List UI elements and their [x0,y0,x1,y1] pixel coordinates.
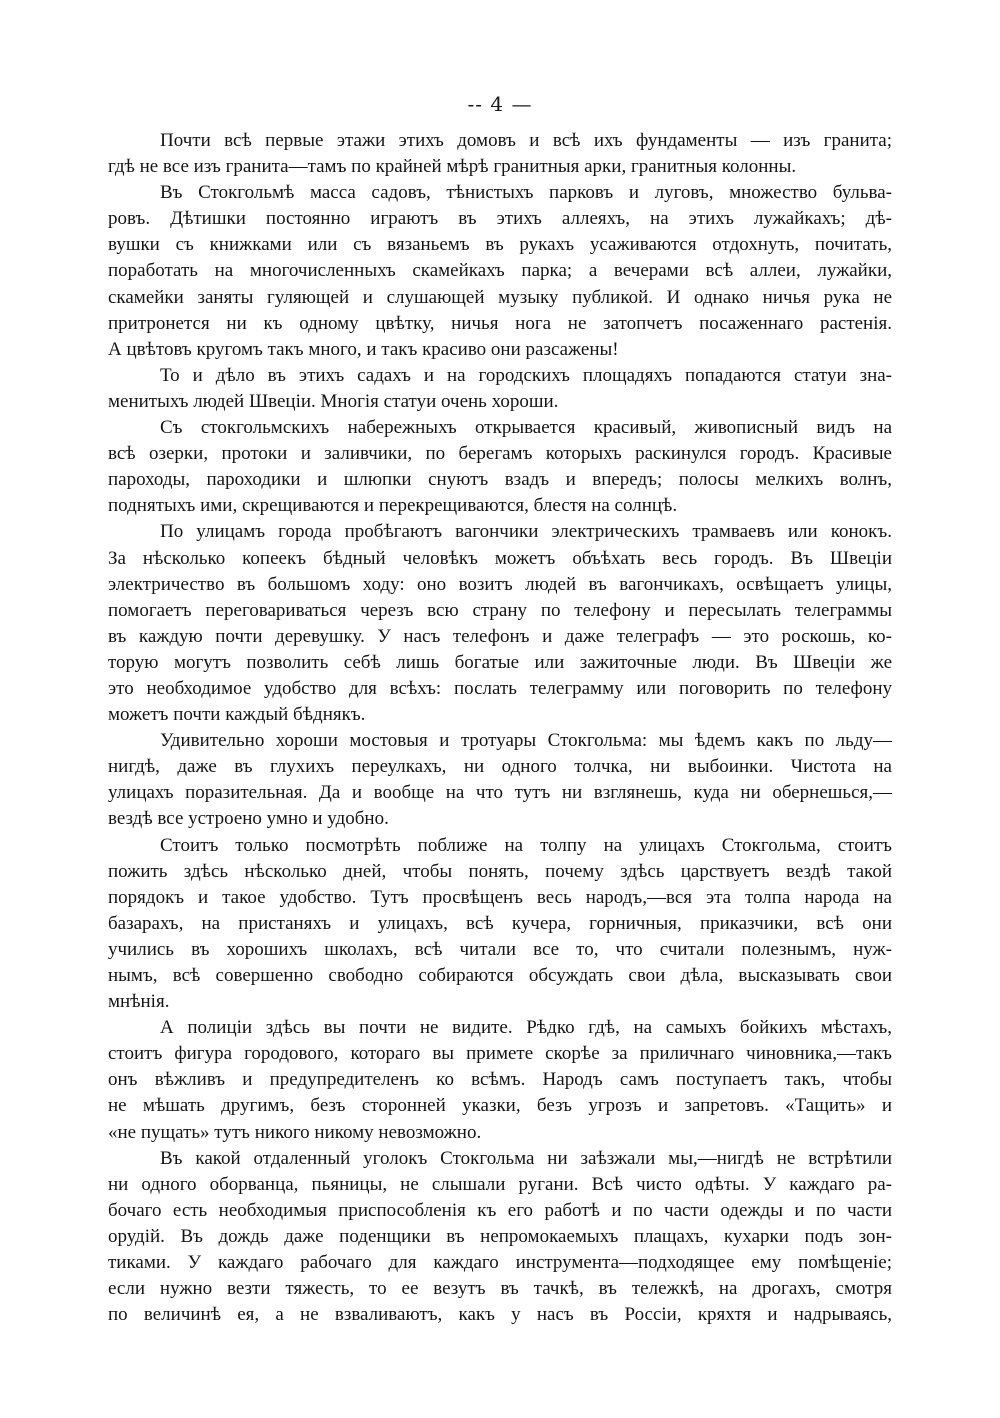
text-line: помогаетъ переговариваться черезъ всю страну по телефону и пересылать телеграммы [108,599,892,621]
text-line: «не пущать» тутъ никого никому невозможно. [108,1121,482,1143]
text-line: А полиціи здѣсь вы почти не видите. Рѣдко гдѣ, на самыхъ бойкихъ мѣстахъ, [160,1017,892,1039]
paragraph [108,728,892,832]
text-line: Съ стокгольмскихъ набережныхъ открывается красивый, живописный видъ на [160,417,892,439]
text-line: нымъ, всѣ совершенно свободно собираются обсуждать свои дѣла, высказывать свои [108,965,892,986]
text-line: По улицамъ города пробѣгаютъ вагончики электрическихъ трамваевъ или конокъ. [160,521,892,543]
text-line: Почти всѣ первые этажи этихъ домовъ и всѣ ихъ фундаменты — изъ гранита; [160,130,892,151]
text-line: Стоитъ только посмотрѣть поближе на толпу на улицахъ Стокгольма, стоитъ [160,834,892,856]
text-line: стоитъ фигура городового, котораго вы примете скорѣе за приличнаго чиновника,—такъ [108,1043,892,1065]
text-line: улицахъ поразительная. Да и вообще на что тутъ ни взглянешь, куда ни обернешься,— [108,782,892,804]
text-line: бочаго есть необходимыя приспособленія къ его работѣ и по части одежды и по части [108,1199,892,1221]
text-line: можетъ почти каждый бѣднякъ. [108,704,366,726]
text-line: пожить здѣсь нѣсколько дней, чтобы понять, почему здѣсь царствуетъ вездѣ такой [108,860,892,882]
text-line: по величинѣ ея, а не взваливаютъ, какъ у насъ въ Россіи, кряхтя и надрываясь, [108,1304,892,1326]
text-line: Въ Стокгольмѣ масса садовъ, тѣнистыхъ парковъ и луговъ, множество бульва- [160,182,892,204]
text-line: То и дѣло въ этихъ садахъ и на городскихъ площадяхъ попадаются статуи зна- [160,364,892,386]
text-line: нигдѣ, даже въ глухихъ переулкахъ, ни одного толчка, ни выбоинки. Чистота на [108,756,892,778]
text-line: менитыхъ людей Швеціи. Многія статуи очень хороши. [108,390,559,412]
text-line: притронется ни къ одному цвѣтку, ничья нога не затопчетъ посаженнаго растенія. [108,312,892,334]
text-line: базарахъ, на пристаняхъ и улицахъ, всѣ кучера, горничныя, приказчики, всѣ они [108,912,892,934]
text-line: въ каждую почти деревушку. У насъ телефонъ и даже телеграфъ — это роскошь, ко- [108,625,892,647]
text-line: вездѣ все устроено умно и удобно. [108,808,389,830]
text-line: учились въ хорошихъ школахъ, всѣ читали все то, что считали полезнымъ, нуж- [108,938,892,960]
text-line: торую могутъ позволить себѣ лишь богатые или зажиточные люди. Въ Швеціи же [108,651,892,673]
paragraph [108,1146,892,1329]
text-line: поработать на многочисленныхъ скамейкахъ парка; а вечерами всѣ аллеи, лужайки, [108,260,892,282]
text-line: если нужно везти тяжесть, то ее везутъ въ тачкѣ, въ тележкѣ, на дрогахъ, смотря [108,1278,892,1300]
text-line: Въ какой отдаленный уголокъ Стокгольма ни заѣзжали мы,—нигдѣ не встрѣтили [160,1147,892,1169]
paragraph [108,1015,892,1145]
paragraph [108,833,892,1016]
text-line: ни одного оборванца, пьяницы, не слышали ругани. Всѣ чисто одѣты. У каждаго ра- [108,1173,892,1195]
text-line: Удивительно хороши мостовыя и тротуары Стокгольма: мы ѣдемъ какъ по льду— [160,730,892,752]
text-line: вушки съ книжками или съ вязаньемъ въ рукахъ усаживаются отдохнуть, почитать, [108,234,892,256]
paragraph [108,128,892,180]
paragraph [108,363,892,415]
paragraph [108,415,892,519]
text-line: порядокъ и такое удобство. Тутъ просвѣщенъ весь народъ,—вся эта толпа народа на [108,886,892,908]
text-line: онъ вѣжливъ и предупредителенъ ко всѣмъ. Народъ самъ поступаетъ такъ, чтобы [108,1069,892,1091]
text-line: это необходимое удобство для всѣхъ: послать телеграмму или поговорить по телефону [108,677,892,699]
paragraph [108,519,892,728]
text-line: пароходы, пароходики и шлюпки снуютъ взадъ и впередъ; полосы мелкихъ волнъ, [108,469,892,491]
text-line: поднятыхъ ими, скрещиваются и перекрещиваются, блестя на солнцѣ. [108,495,678,517]
text-line: не мѣшать другимъ, безъ сторонней указки, безъ угрозъ и запретовъ. «Тащить» и [108,1095,892,1117]
text-line: ровъ. Дѣтишки постоянно играютъ въ этихъ аллеяхъ, на этихъ лужайкахъ; дѣ- [108,208,892,230]
text-line: электричество въ большомъ ходу: оно возитъ людей въ вагончикахъ, освѣщаетъ улицы, [108,573,892,595]
text-line: гдѣ не все изъ гранита—тамъ по крайней мѣрѣ гранитныя арки, гранитныя колонны. [108,156,797,178]
text-line: мнѣнія. [108,991,170,1013]
text-line: орудій. Въ дождь даже поденщики въ непромокаемыхъ плащахъ, кухарки подъ зон- [108,1225,892,1247]
text-line: За нѣсколько копеекъ бѣдный человѣкъ можетъ объѣхать весь городъ. Въ Швеціи [108,547,892,569]
text-line: скамейки заняты гуляющей и слушающей музыку публикой. И однако ничья рука не [108,286,892,308]
text-line: тиками. У каждаго рабочаго для каждаго инструмента—подходящее ему помѣщеніе; [108,1252,892,1274]
text-line: всѣ озерки, протоки и заливчики, по берегамъ которыхъ раскинулся городъ. Красивые [108,443,892,465]
paragraph [108,180,892,363]
body-text [108,128,892,1328]
text-line: А цвѣтовъ кругомъ такъ много, и такъ красиво они разсажены! [108,338,619,360]
page-number: -- 4 — [467,92,533,116]
